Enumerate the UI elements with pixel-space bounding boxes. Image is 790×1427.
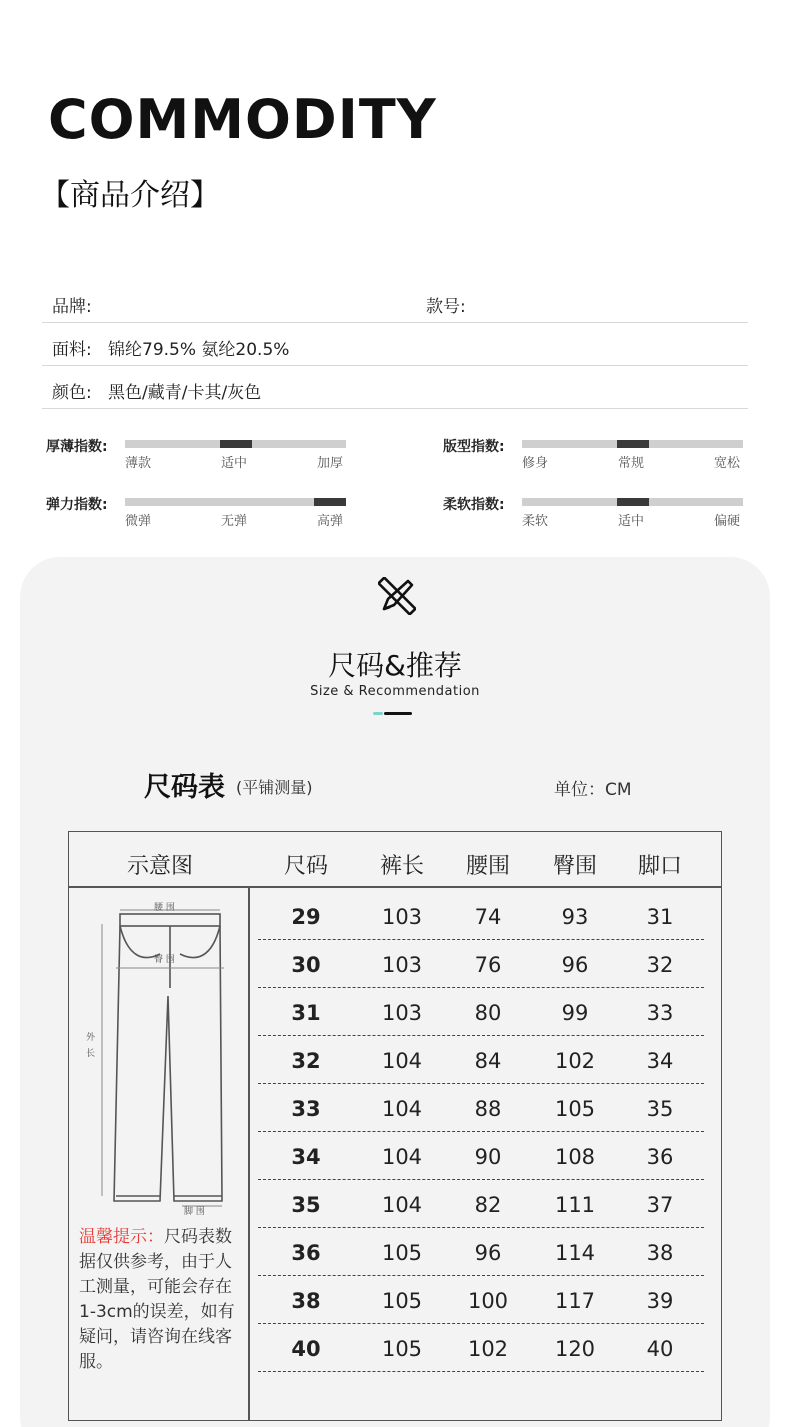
measure-cell: 114 xyxy=(554,1241,596,1265)
measure-cell: 82 xyxy=(474,1193,502,1217)
measure-cell: 103 xyxy=(381,1001,423,1025)
measure-cell: 108 xyxy=(554,1145,596,1169)
size-cell: 29 xyxy=(291,905,321,929)
brand-label: 品牌: xyxy=(52,297,92,317)
index-level-marker xyxy=(617,498,649,506)
size-cell: 40 xyxy=(291,1337,321,1361)
page-title-en: COMMODITY xyxy=(48,88,437,151)
measure-cell: 120 xyxy=(554,1337,596,1361)
measure-cell: 104 xyxy=(381,1097,423,1121)
measure-cell: 104 xyxy=(381,1193,423,1217)
index-tick: 微弹 xyxy=(125,514,152,529)
measure-cell: 103 xyxy=(381,953,423,977)
section-title-cn: 尺码&推荐 xyxy=(328,649,462,682)
measure-cell: 31 xyxy=(646,905,674,929)
measure-cell: 103 xyxy=(381,905,423,929)
title-accent-right xyxy=(384,712,412,715)
measure-cell: 36 xyxy=(646,1145,674,1169)
measure-cell: 99 xyxy=(561,1001,589,1025)
measure-cell: 105 xyxy=(381,1289,423,1313)
diagram-label-outseam-2: 长 xyxy=(86,1049,96,1059)
measure-cell: 37 xyxy=(646,1193,674,1217)
index-level-marker xyxy=(220,440,252,448)
index-tick: 宽松 xyxy=(714,456,741,471)
size-table-title: 尺码表 xyxy=(144,772,225,803)
size-cell: 36 xyxy=(291,1241,321,1265)
measure-cell: 90 xyxy=(474,1145,502,1169)
index-tick: 加厚 xyxy=(317,456,344,471)
page-title-cn: 【商品介绍】 xyxy=(40,178,220,213)
measure-cell: 102 xyxy=(467,1337,509,1361)
measure-cell: 32 xyxy=(646,953,674,977)
measure-cell: 33 xyxy=(646,1001,674,1025)
note-text: 尺码表数据仅供参考，由于人工测量，可能会存在1-3cm的误差，如有疑问，请咨询在线客服。 xyxy=(79,1227,235,1372)
measure-cell: 117 xyxy=(554,1289,596,1313)
measure-cell: 104 xyxy=(381,1145,423,1169)
index-label: 版型指数: xyxy=(443,439,505,455)
header-hip: 臀围 xyxy=(552,854,597,879)
index-track xyxy=(522,440,743,448)
index-tick: 常规 xyxy=(618,456,645,471)
header-waist: 腰围 xyxy=(465,854,510,879)
header-size: 尺码 xyxy=(283,854,328,879)
index-tick: 柔软 xyxy=(522,514,549,529)
index-track xyxy=(125,440,346,448)
measure-cell: 102 xyxy=(554,1049,596,1073)
size-cell: 35 xyxy=(291,1193,321,1217)
index-tick: 适中 xyxy=(221,456,248,471)
measure-cell: 105 xyxy=(381,1337,423,1361)
index-tick: 薄款 xyxy=(125,456,152,471)
measure-cell: 80 xyxy=(474,1001,502,1025)
size-cell: 38 xyxy=(291,1289,321,1313)
info-row-fabric xyxy=(42,323,748,366)
measure-cell: 100 xyxy=(467,1289,509,1313)
measure-cell: 96 xyxy=(561,953,589,977)
size-cell: 30 xyxy=(291,953,321,977)
size-cell: 31 xyxy=(291,1001,321,1025)
measure-cell: 34 xyxy=(646,1049,674,1073)
size-cell: 33 xyxy=(291,1097,321,1121)
measure-cell: 74 xyxy=(474,905,502,929)
index-label: 弹力指数: xyxy=(46,497,108,513)
measure-cell: 96 xyxy=(474,1241,502,1265)
fabric-label: 面料: xyxy=(52,340,92,360)
measure-cell: 40 xyxy=(646,1337,674,1361)
diagram-label-waist: 腰 围 xyxy=(154,903,175,913)
ruler-pencil-icon xyxy=(378,577,416,615)
color-label: 颜色: xyxy=(52,383,92,403)
color-value: 黑色/藏青/卡其/灰色 xyxy=(108,383,262,403)
measure-cell: 111 xyxy=(554,1193,596,1217)
measure-cell: 105 xyxy=(554,1097,596,1121)
index-label: 柔软指数: xyxy=(443,497,505,513)
measure-cell: 84 xyxy=(474,1049,502,1073)
note-title: 温馨提示： xyxy=(79,1227,164,1247)
header-length: 裤长 xyxy=(379,854,424,879)
size-cell: 34 xyxy=(291,1145,321,1169)
section-title-en: Size & Recommendation xyxy=(310,684,480,699)
index-tick: 修身 xyxy=(522,456,549,471)
pants-diagram xyxy=(76,896,246,1220)
index-tick: 偏硬 xyxy=(714,514,741,529)
diagram-label-outseam-1: 外 xyxy=(86,1033,96,1043)
table-header-divider xyxy=(68,886,722,888)
size-note xyxy=(79,1225,244,1375)
header-hem: 脚口 xyxy=(637,854,682,879)
index-tick: 高弹 xyxy=(317,514,344,529)
measure-cell: 35 xyxy=(646,1097,674,1121)
index-label: 厚薄指数: xyxy=(46,439,108,455)
size-table-subtitle: (平铺测量) xyxy=(236,778,313,797)
diagram-label-hip: 臀 围 xyxy=(154,955,175,965)
measure-cell: 88 xyxy=(474,1097,502,1121)
measure-cell: 93 xyxy=(561,905,589,929)
measure-cell: 38 xyxy=(646,1241,674,1265)
header-diagram: 示意图 xyxy=(126,854,193,879)
measure-cell: 39 xyxy=(646,1289,674,1313)
index-track xyxy=(125,498,346,506)
diagram-column-divider xyxy=(248,886,250,1421)
style-number-label: 款号: xyxy=(426,297,466,317)
measure-cell: 76 xyxy=(474,953,502,977)
measure-cell: 104 xyxy=(381,1049,423,1073)
index-level-marker xyxy=(314,498,346,506)
index-level-marker xyxy=(617,440,649,448)
size-cell: 32 xyxy=(291,1049,321,1073)
fabric-value: 锦纶79.5% 氨纶20.5% xyxy=(108,340,290,360)
title-accent-left xyxy=(373,712,383,715)
index-tick: 适中 xyxy=(618,514,645,529)
measure-cell: 105 xyxy=(381,1241,423,1265)
unit-label: 单位：CM xyxy=(554,780,632,800)
index-tick: 无弹 xyxy=(221,514,248,529)
info-row-brand xyxy=(42,280,748,323)
info-row-color xyxy=(42,366,748,409)
diagram-label-hem: 脚 围 xyxy=(184,1207,205,1217)
index-track xyxy=(522,498,743,506)
